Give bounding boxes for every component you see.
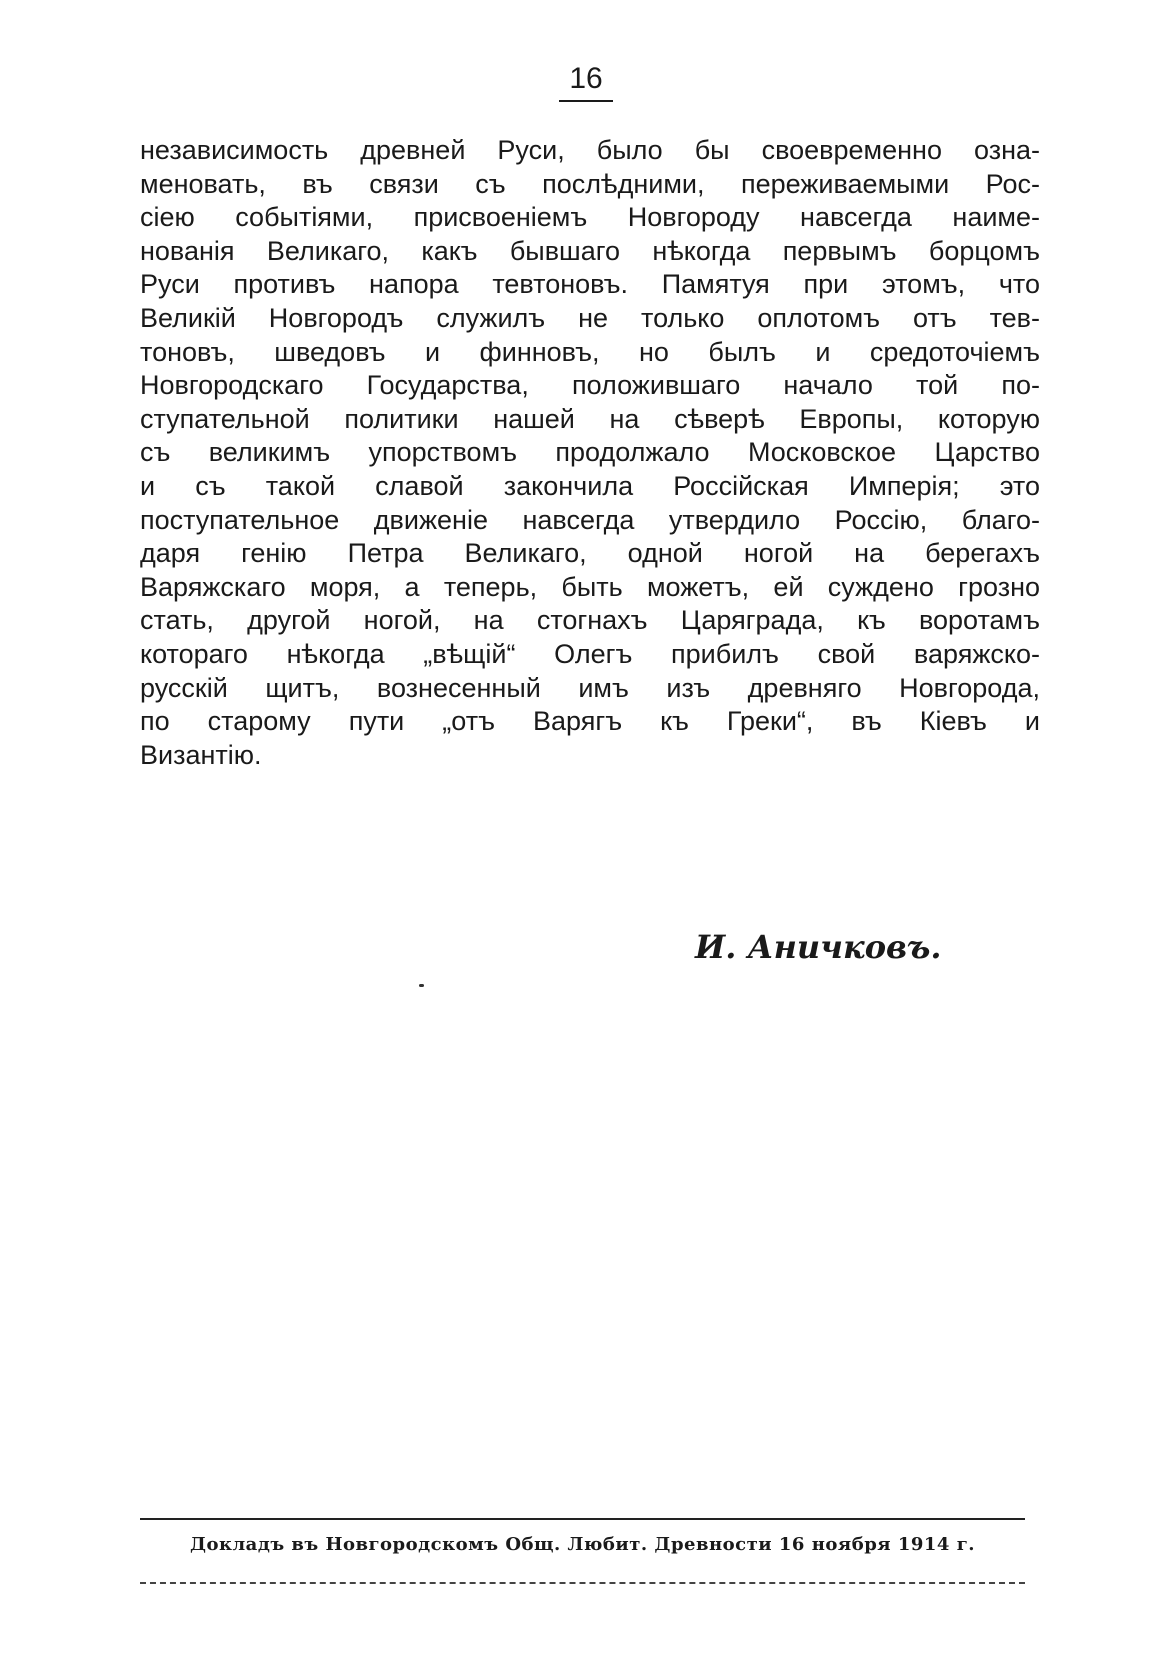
text-line: Варяжскаго моря, а теперь, быть можетъ, ей суждено грозно [140,571,1040,602]
footer-note: Докладъ въ Новгородскомъ Общ. Любит. Древности 16 ноября 1914 г. [189,1534,976,1555]
text-line: сіею событіями, присвоеніемъ Новгороду навсегда наиме- [140,202,1040,233]
text-line: стать, другой ногой, на стогнахъ Царяграда, къ воротамъ [140,605,1040,636]
text-line: даря генію Петра Великаго, одной ногой на берегахъ [140,538,1040,569]
footer-rule-bottom [140,1582,1025,1584]
text-line: независимость древней Руси, было бы своевременно озна- [140,135,1040,165]
text-line: Великій Новгородъ служилъ не только оплотомъ отъ тев- [140,302,1040,333]
text-line: тоновъ, шведовъ и финновъ, но былъ и средоточіемъ [140,336,1040,367]
text-line: нованія Великаго, какъ бывшаго нѣкогда первымъ борцомъ [140,235,1040,266]
ink-speck [419,984,424,987]
text-line: съ великимъ упорствомъ продолжало Московское Царство [140,437,1040,468]
text-line: меновать, въ связи съ послѣдними, переживаемыми Рос- [140,168,1040,199]
text-line: Новгородскаго Государства, положившаго начало той по- [140,370,1040,401]
page-number-text: 16 [559,62,612,102]
footer-rule-top [140,1518,1025,1520]
text-line: ступательной политики нашей на сѣверѣ Европы, которую [140,403,1040,434]
text-line: Руси противъ напора тевтоновъ. Памятуя при этомъ, что [140,269,1040,300]
text-line: русскій щитъ, вознесенный имъ изъ древняго Новгорода, [140,672,1040,703]
text-line: Византію. [140,739,262,770]
author-signature: И. Аничковъ. [695,928,942,966]
text-line: поступательное движеніе навсегда утвердило Россію, благо- [140,504,1040,535]
page-number [0,62,1172,102]
text-line: и съ такой славой закончила Россійская Имперія; это [140,470,1040,501]
text-line: котораго нѣкогда „вѣщій“ Олегъ прибилъ свой варяжско- [140,638,1040,669]
body-text [140,134,1040,772]
text-line: по старому пути „отъ Варягъ къ Греки“, въ Кіевъ и [140,706,1040,737]
